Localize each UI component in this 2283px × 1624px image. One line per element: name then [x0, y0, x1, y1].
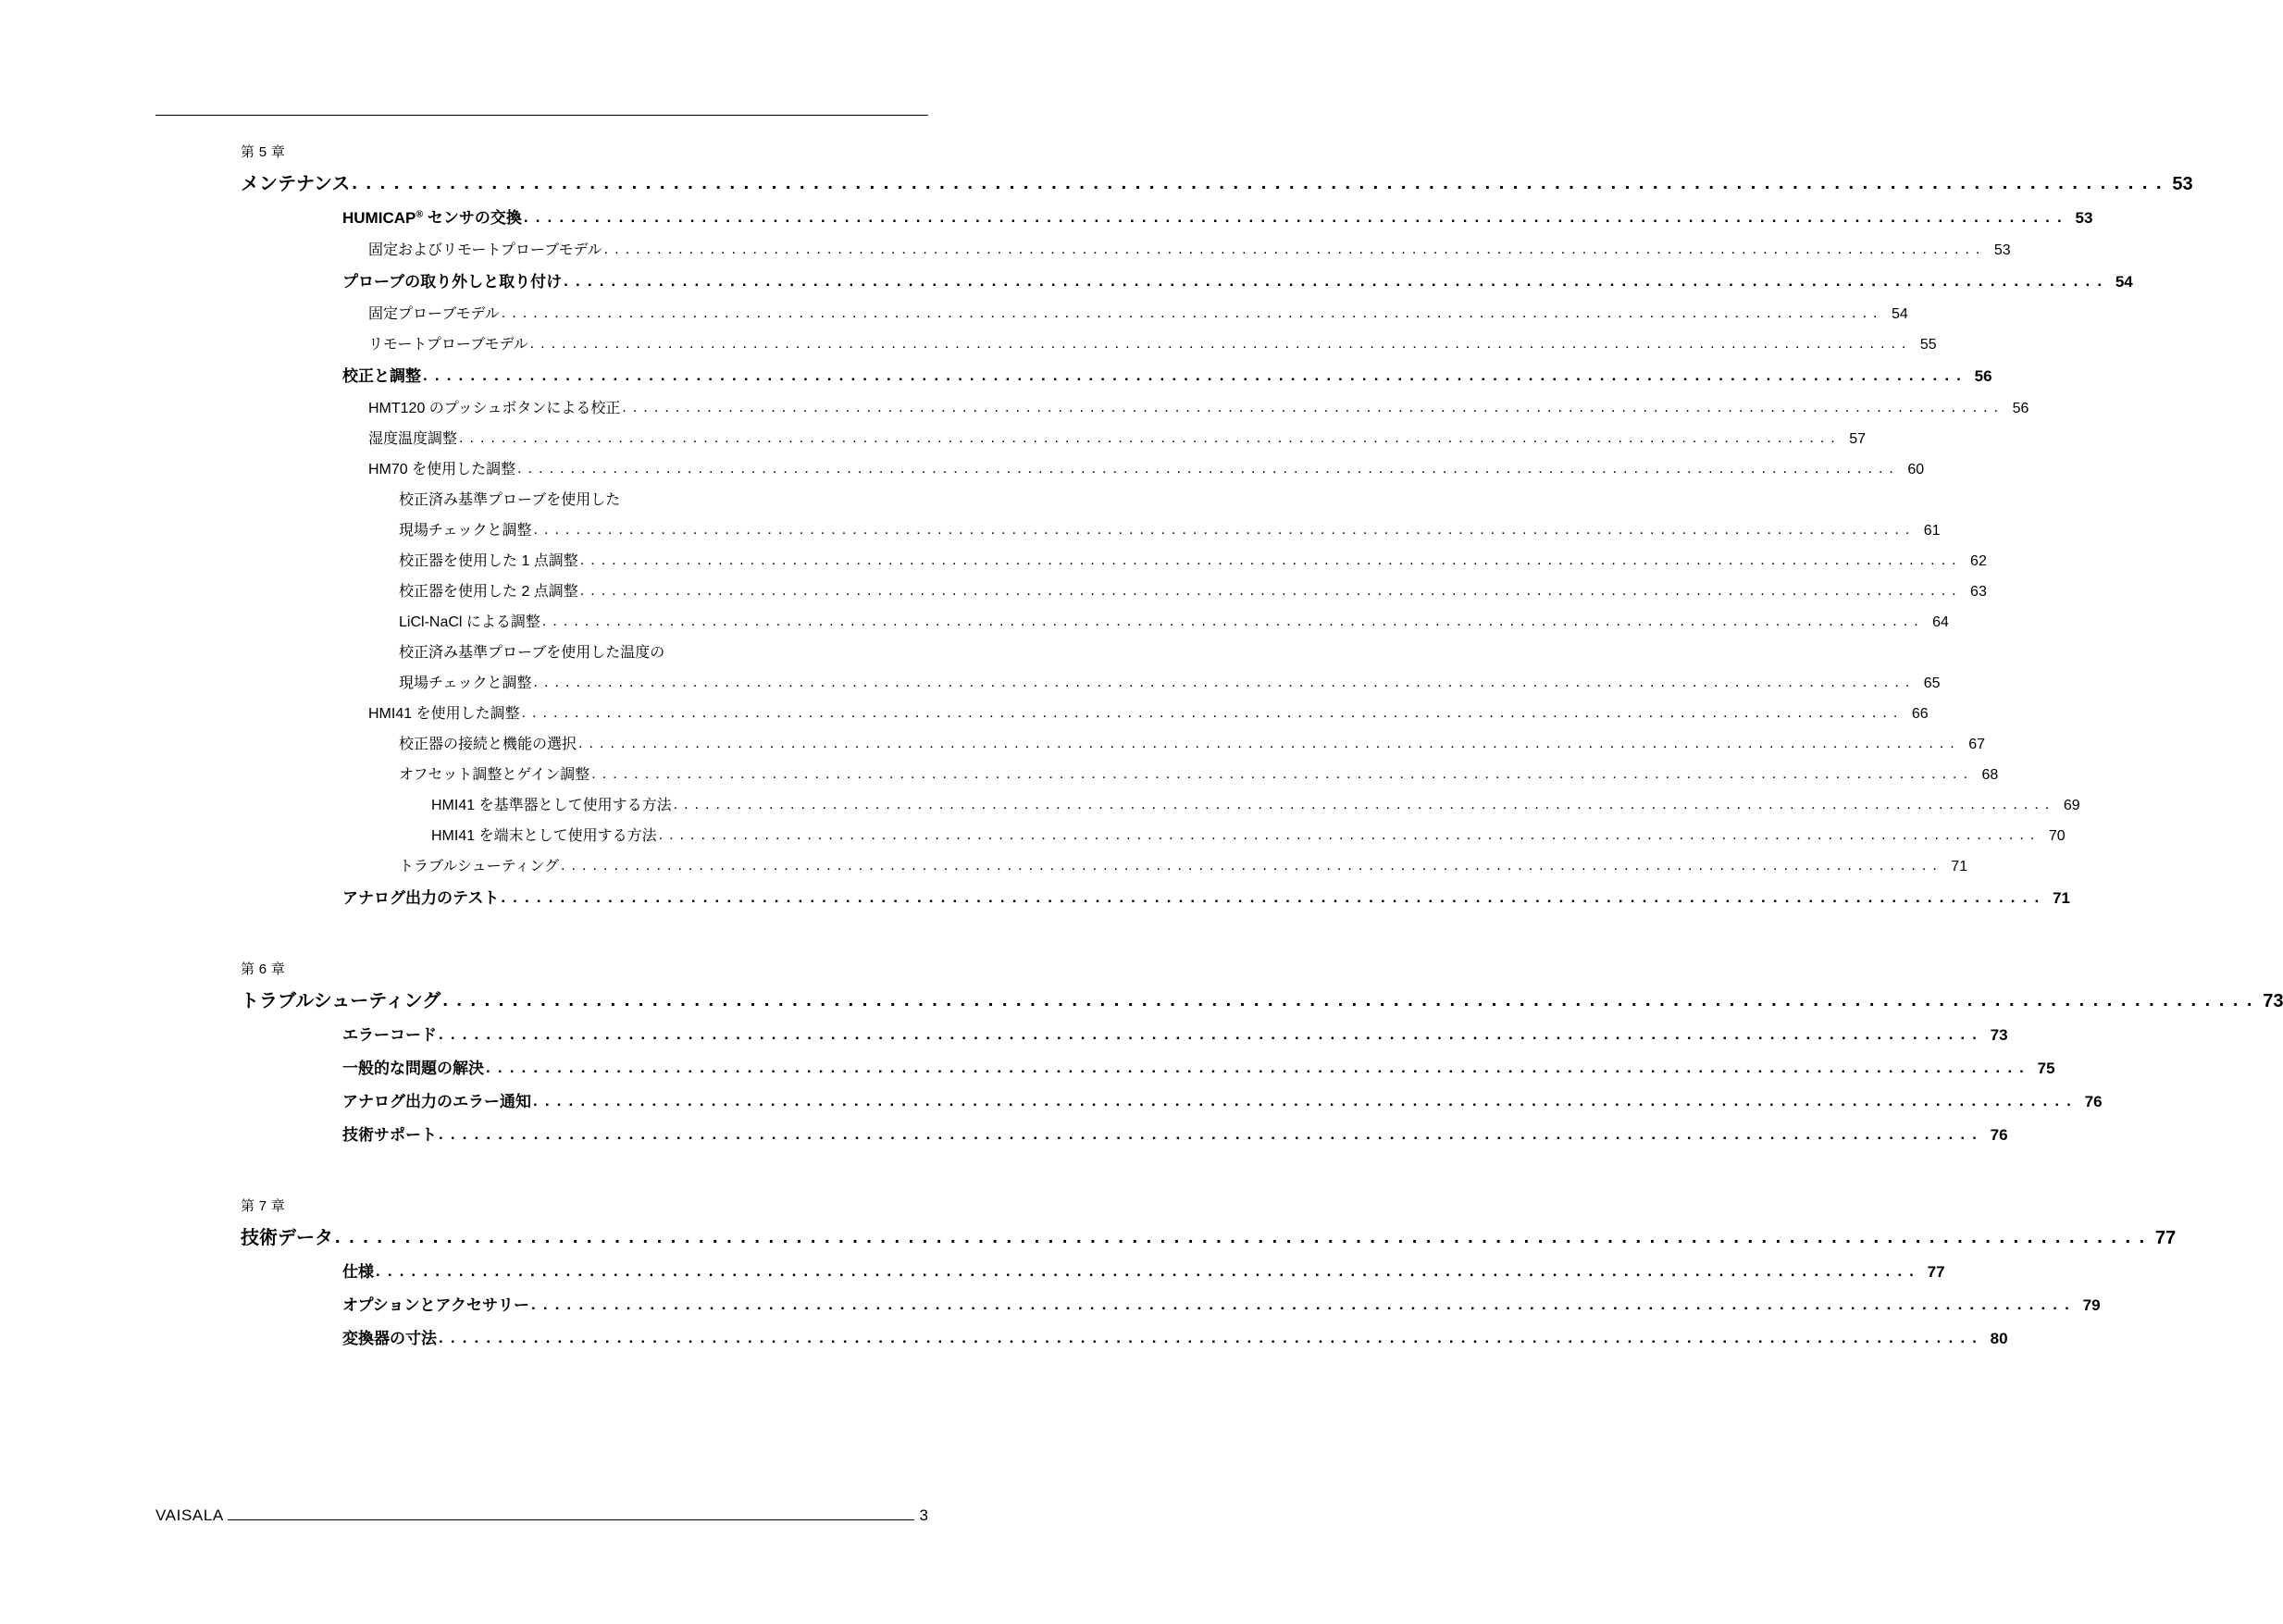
toc-page-number: 64: [1932, 614, 1949, 630]
toc-entry[interactable]: [155, 638, 1172, 668]
toc-entry-label-base: HUMICAP: [342, 209, 416, 227]
toc-page-number: 54: [1892, 306, 1908, 322]
toc-entry-label: HMI41 を基準器として使用する方法: [431, 798, 672, 813]
toc-entry-label: HMI41 を端末として使用する方法: [431, 828, 657, 844]
footer-page-number: 3: [919, 1506, 928, 1524]
toc-entry[interactable]: [155, 882, 2070, 915]
toc-page-number: 61: [1923, 523, 1941, 539]
dot-leader: [459, 423, 1836, 453]
toc-page-number: 56: [2012, 401, 2029, 416]
dot-leader: [534, 514, 1911, 545]
dot-leader: [376, 1255, 1916, 1288]
toc-entry-label: HMI41 を使用した調整: [368, 706, 520, 722]
dot-leader: [580, 576, 1957, 606]
dot-leader: [674, 789, 2051, 820]
toc-entry-label: 仕様: [342, 1263, 374, 1281]
toc-entry[interactable]: [155, 515, 1941, 546]
toc-entry[interactable]: [155, 299, 1908, 329]
toc-entry-label: メンテナンス: [241, 174, 351, 194]
toc-page-number: 60: [1907, 462, 1925, 477]
toc-chapter: [155, 139, 2193, 915]
toc-page-number: 54: [2115, 273, 2133, 291]
dot-leader: [578, 728, 1955, 759]
dot-leader: [524, 201, 2064, 234]
toc-page-number: 67: [1968, 737, 1986, 752]
toc-entry[interactable]: [155, 360, 1992, 393]
dot-leader: [522, 698, 1899, 728]
dot-leader: [335, 1220, 2146, 1255]
toc-entry[interactable]: [155, 266, 2133, 299]
dot-leader: [561, 850, 1938, 881]
dot-leader: [517, 453, 1894, 484]
chapter-label: 第 7 章: [241, 1198, 286, 1214]
chapter-spacer: [155, 915, 928, 956]
toc-entry-label: LiCl-NaCl による調整: [399, 614, 540, 630]
toc-entry[interactable]: [155, 546, 1987, 576]
toc-page-number: 68: [1981, 767, 1999, 783]
dot-leader: [591, 759, 1968, 789]
toc-entry[interactable]: [155, 851, 1968, 882]
toc-entry-label: リモートプローブモデル: [368, 337, 528, 353]
dot-leader: [564, 265, 2103, 298]
chapter-label: 第 6 章: [241, 961, 286, 977]
toc-page-number: 53: [2075, 209, 2093, 227]
toc-page-number: 76: [1990, 1126, 2008, 1144]
toc-entry-label: 校正器を使用した 2 点調整: [399, 584, 578, 600]
toc-page-number: 53: [1993, 242, 2011, 258]
header-rule: [155, 115, 928, 116]
toc-page-number: 56: [1974, 367, 1992, 385]
toc-entry-label: 固定およびリモートプローブモデル: [368, 242, 602, 258]
dot-leader: [659, 820, 2036, 850]
dot-leader: [534, 667, 1911, 698]
toc-entry-label: 現場チェックと調整: [399, 676, 532, 691]
toc-entry[interactable]: [155, 607, 1949, 638]
toc-page-number: 70: [2048, 828, 2066, 844]
toc-chapter-title[interactable]: [155, 167, 2193, 202]
toc-entry[interactable]: [155, 821, 2066, 851]
toc-entry[interactable]: [155, 1289, 2101, 1322]
toc-entry-label: オプションとアクセサリー: [342, 1296, 529, 1314]
dot-leader: [501, 881, 2041, 914]
toc-page-number: 79: [2082, 1296, 2101, 1314]
toc-entry-label: HM70 を使用した調整: [368, 462, 516, 477]
dot-leader: [622, 392, 1999, 423]
toc-page-number: 62: [1970, 553, 1987, 569]
toc-entry[interactable]: [155, 1119, 2008, 1152]
dot-leader: [352, 166, 2163, 201]
toc-page-number: 65: [1923, 676, 1941, 691]
dot-leader: [580, 545, 1957, 576]
toc-entry-label: オフセット調整とゲイン調整: [399, 767, 590, 783]
dot-leader: [486, 1051, 2026, 1085]
footer-rule: [228, 1519, 914, 1520]
toc-entry[interactable]: [155, 485, 1172, 515]
toc-entry[interactable]: [155, 699, 1929, 729]
toc-entry-label: 校正済み基準プローブを使用した: [399, 492, 621, 508]
toc-entry[interactable]: [155, 1019, 2008, 1052]
chapter-spacer: [155, 1152, 928, 1193]
toc-page-number: 73: [1990, 1026, 2008, 1044]
toc-entry-label: 現場チェックと調整: [399, 523, 532, 539]
toc-entry-label: トラブルシューティング: [241, 991, 441, 1011]
toc-entry[interactable]: [155, 760, 1999, 790]
toc-entry[interactable]: [155, 454, 1925, 485]
dot-leader: [542, 606, 1919, 637]
toc-entry-label: 湿度温度調整: [368, 431, 458, 447]
toc-chapter-title[interactable]: [155, 984, 2283, 1019]
toc-entry-label: 校正済み基準プローブを使用した温度の: [399, 645, 665, 661]
toc-entry[interactable]: [155, 329, 1937, 360]
table-of-contents: [155, 139, 2283, 1356]
toc-entry[interactable]: [155, 1052, 2055, 1085]
toc-page-number: 77: [1927, 1263, 1945, 1281]
toc-entry-label: プローブの取り外しと取り付け: [342, 273, 563, 291]
toc-entry-label: 校正器の接続と機能の選択: [399, 737, 577, 752]
page-footer: [155, 1506, 928, 1525]
toc-entry-label: 校正と調整: [342, 367, 421, 385]
toc-entry[interactable]: [155, 202, 2093, 235]
toc-entry[interactable]: [155, 576, 1987, 607]
toc-page-number: 55: [1919, 337, 1937, 353]
toc-page-number: 66: [1911, 706, 1929, 722]
toc-entry[interactable]: [155, 729, 1986, 760]
footer-brand: VAISALA: [155, 1506, 224, 1524]
toc-entry-label: HMT120 のプッシュボタンによる校正: [368, 401, 621, 416]
toc-entry-label: 技術データ: [241, 1228, 333, 1248]
toc-page-number: 71: [1951, 859, 1968, 874]
dot-leader: [531, 1288, 2071, 1321]
toc-entry[interactable]: [155, 1256, 1945, 1289]
toc-entry-label: 変換器の寸法: [342, 1330, 437, 1347]
toc-entry-label: 技術サポート: [342, 1126, 437, 1144]
toc-entry-label: 校正器を使用した 1 点調整: [399, 553, 578, 569]
dot-leader: [530, 329, 1907, 359]
toc-entry-label: アナログ出力のエラー通知: [342, 1093, 531, 1110]
toc-entry-label: トラブルシューティング: [399, 859, 560, 874]
toc-page-number: 75: [2037, 1060, 2055, 1077]
dot-leader: [439, 1018, 1979, 1051]
toc-entry-label: 固定プローブモデル: [368, 306, 500, 322]
dot-leader: [442, 983, 2253, 1018]
toc-page-number: 63: [1970, 584, 1987, 600]
toc-page-number: 71: [2053, 889, 2070, 907]
toc-entry[interactable]: [155, 668, 1941, 699]
toc-page-number: 80: [1990, 1330, 2008, 1347]
dot-leader: [439, 1118, 1979, 1151]
dot-leader: [533, 1085, 2073, 1118]
toc-entry[interactable]: [155, 235, 2011, 266]
toc-entry-label: エラーコード: [342, 1026, 437, 1044]
toc-page-number: 76: [2084, 1093, 2103, 1110]
toc-entry[interactable]: [155, 790, 2080, 821]
toc-page-number: 69: [2063, 798, 2080, 813]
registered-mark: ®: [416, 208, 424, 220]
toc-page-number: 57: [1849, 431, 1867, 447]
toc-entry-label: [342, 202, 522, 235]
toc-chapter: [155, 956, 2283, 1152]
toc-entry[interactable]: [155, 1322, 2008, 1356]
toc-entry[interactable]: [155, 1085, 2103, 1119]
dot-leader: [604, 234, 1981, 265]
toc-page-number: 73: [2263, 991, 2283, 1011]
toc-entry[interactable]: [155, 424, 1867, 454]
toc-entry-label-tail: センサの交換: [423, 209, 522, 227]
dot-leader: [439, 1321, 1979, 1355]
toc-entry[interactable]: [155, 393, 2029, 424]
toc-chapter: [155, 1193, 2177, 1356]
toc-page-number: 77: [2154, 1228, 2177, 1248]
dot-leader: [502, 298, 1879, 329]
toc-entry-label: 一般的な問題の解決: [342, 1060, 484, 1077]
toc-entry-label: アナログ出力のテスト: [342, 889, 500, 907]
dot-leader: [423, 359, 1963, 392]
toc-page-number: 53: [2172, 174, 2193, 194]
toc-chapter-title[interactable]: [155, 1221, 2177, 1256]
chapter-label: 第 5 章: [241, 144, 286, 160]
